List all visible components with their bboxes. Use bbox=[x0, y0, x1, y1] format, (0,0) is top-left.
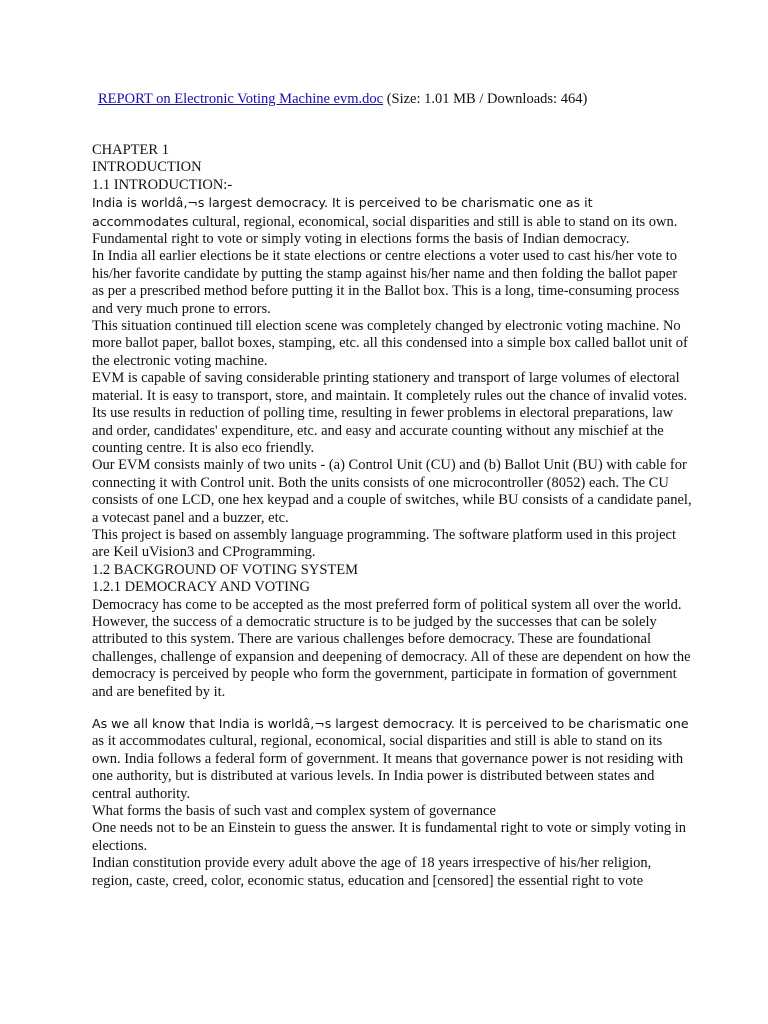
paragraph-2: In India all earlier elections be it state elections or centre elections a voter used to cast his/her vote to his/her favorite candidate by putting the stamp against his/her name and then folding the ballot paper as per a prescribed method before putting it in the Ballot box. This is a long, time-consuming process and very much prone to errors. bbox=[92, 248, 680, 317]
paragraph-5: Our EVM consists mainly of two units - (a) Control Unit (CU) and (b) Ballot Unit (BU) with cable for connecting it with Control unit. Both the units consists of one microcontroller (8052) each. The CU consists of one LCD, one hex keypad and a couple of switches, while BU consists of a candidate panel, a votecast panel and a buzzer, etc. bbox=[92, 457, 692, 526]
paragraph-8-rest: as it accommodates cultural, regional, economical, social disparities and still is able to stand on its own. India follows a federal form of government. It means that governance power is not residing with one authority, but is distributed at various levels. In India power is distributed between states and central authority. bbox=[92, 733, 684, 802]
paragraph-11: Indian constitution provide every adult above the age of 18 years irrespective of his/her religion, region, caste, creed, color, economic status, education and [censored] the essential right to vote bbox=[92, 855, 652, 889]
paragraph-4: EVM is capable of saving considerable printing stationery and transport of large volumes of electoral material. It is easy to transport, store, and maintain. It completely rules out the chance of invalid votes. Its use results in reduction of polling time, resulting in fewer problems in electoral preparations, law and order, candidates' expenditure, etc. and easy and accurate counting without any mischief at the counting centre. It is also eco friendly. bbox=[92, 370, 688, 456]
paragraph-7: Democracy has come to be accepted as the most preferred form of political system all over the world. However, the success of a democratic structure is to be judged by the successes that can be solely attributed to this system. There are various challenges before democracy. These are foundational challenges, challenge of expansion and deepening of democracy. All of these are dependent on how the democracy is perceived by people who form the government, participate in formation of government and are benefited by it. bbox=[92, 596, 691, 700]
paragraph-3: This situation continued till election scene was completely changed by electronic voting machine. No more ballot paper, ballot boxes, stamping, etc. all this condensed into a simple box called ballot unit of the electronic voting machine. bbox=[92, 318, 688, 369]
download-header bbox=[98, 90, 738, 108]
paragraph-1 bbox=[92, 194, 692, 248]
paragraph-1-rest: cultural, regional, economical, social disparities and still is able to stand on its own. Fundamental right to vote or simply voting in elections forms the basis of Indian democracy. bbox=[92, 213, 678, 248]
report-download-link[interactable]: REPORT on Electronic Voting Machine evm.doc bbox=[98, 91, 384, 107]
paragraph-8 bbox=[92, 715, 692, 803]
paragraph-9: What forms the basis of such vast and complex system of governance bbox=[92, 803, 496, 820]
paragraph-6: This project is based on assembly language programming. The software platform used in this project are Keil uVision3 and CProgramming. bbox=[92, 526, 677, 561]
document-body bbox=[92, 142, 692, 890]
paragraph-10: One needs not to be an Einstein to guess the answer. It is fundamental right to vote or simply voting in elections. bbox=[92, 820, 686, 854]
section-1-1-heading: 1.1 INTRODUCTION:- bbox=[92, 176, 233, 193]
paragraph-1-first-line: India is worldâ‚¬s largest democracy. It is perceived to be charismatic one as it accommodates bbox=[92, 195, 593, 229]
chapter-heading: CHAPTER 1 bbox=[92, 142, 169, 158]
paragraph-spacer bbox=[92, 701, 692, 715]
file-meta: (Size: 1.01 MB / Downloads: 464) bbox=[386, 91, 588, 107]
section-1-2-1-heading: 1.2.1 DEMOCRACY AND VOTING bbox=[92, 579, 310, 596]
introduction-heading: INTRODUCTION bbox=[92, 159, 202, 176]
section-1-2-heading: 1.2 BACKGROUND OF VOTING SYSTEM bbox=[92, 561, 358, 578]
paragraph-8-first-line: As we all know that India is worldâ‚¬s largest democracy. It is perceived to be charismatic one bbox=[92, 716, 689, 731]
